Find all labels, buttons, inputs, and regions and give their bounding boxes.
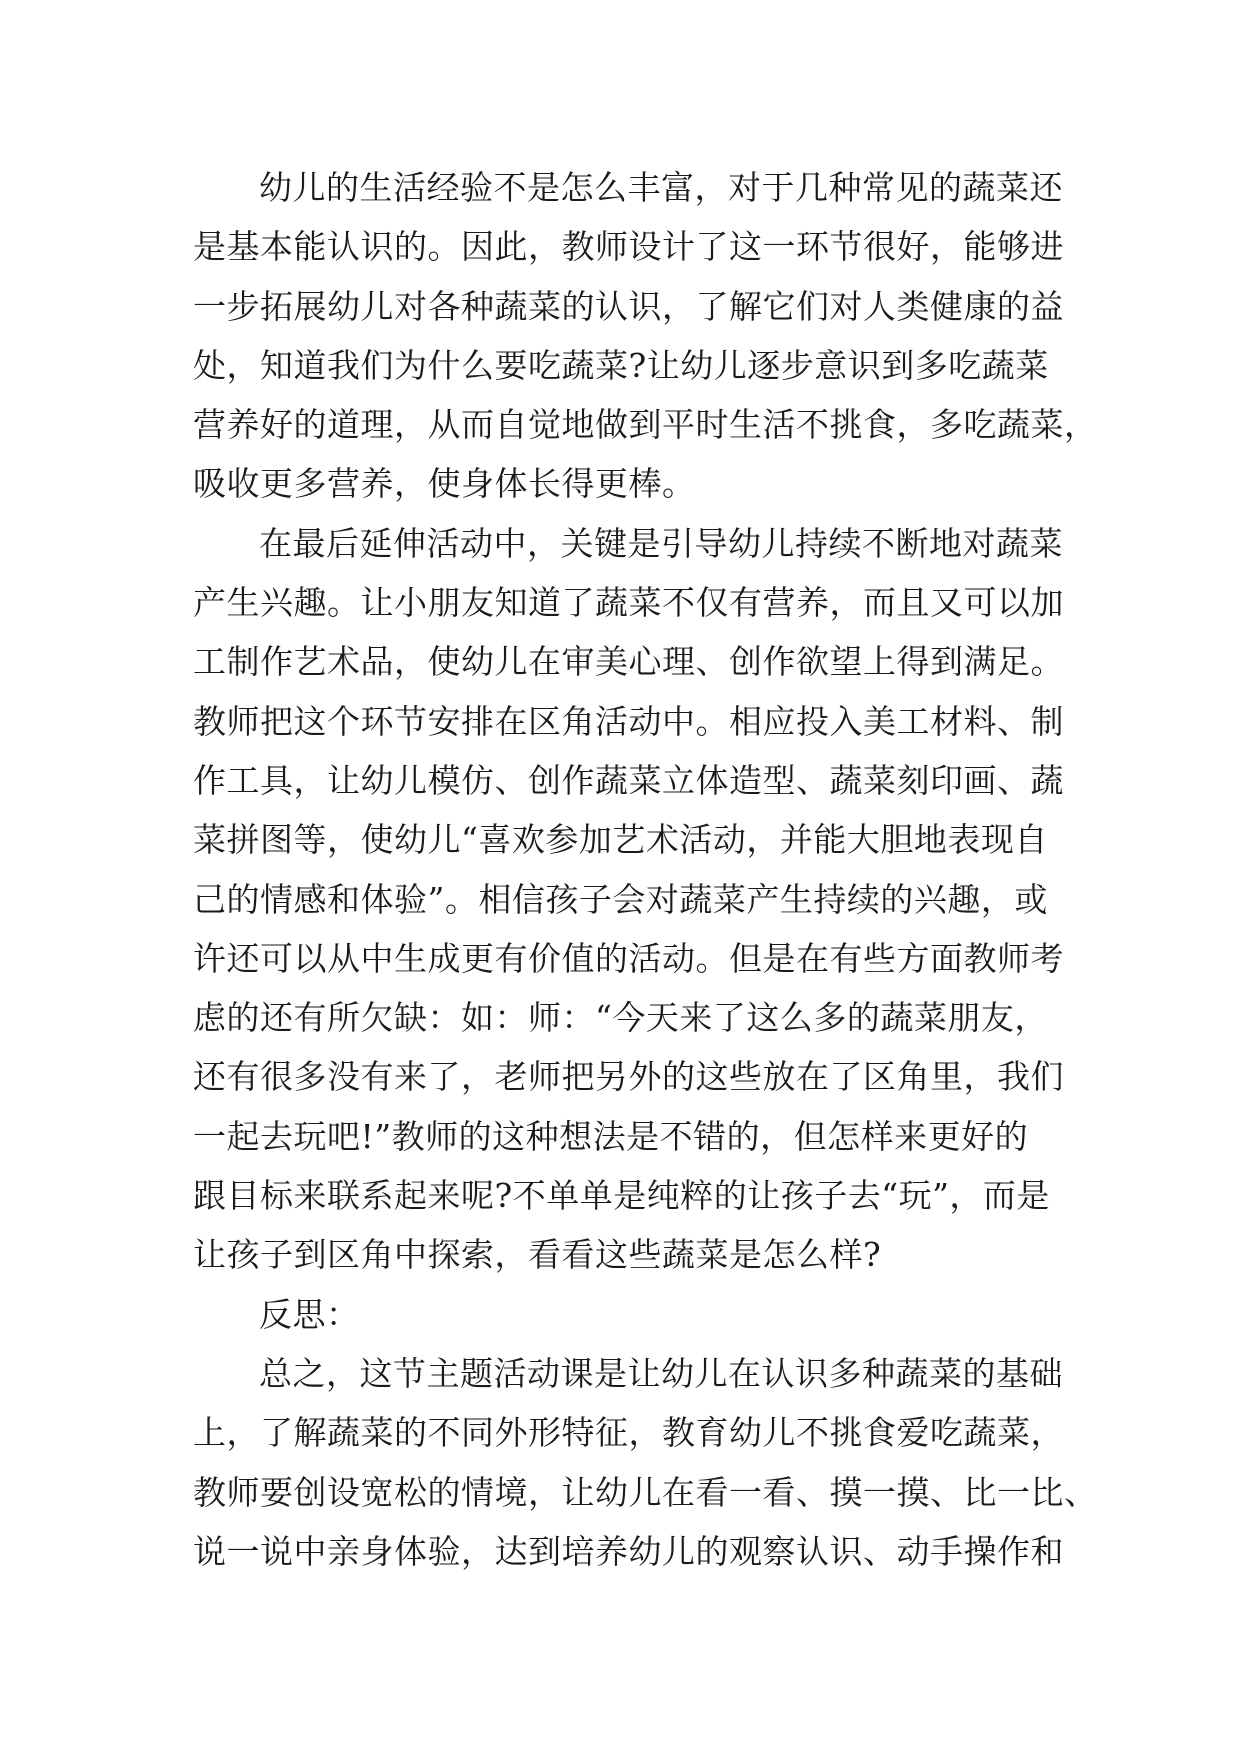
text-line: 己的情感和体验”。相信孩子会对蔬菜产生持续的兴趣，或	[193, 879, 1048, 919]
document-body	[193, 158, 1098, 1581]
text-line: 一步拓展幼儿对各种蔬菜的认识，了解它们对人类健康的益	[193, 286, 1064, 326]
text-line: 许还可以从中生成更有价值的活动。但是在有些方面教师考	[193, 938, 1064, 978]
text-line: 一起去玩吧!”教师的这种想法是不错的，但怎样来更好的	[193, 1116, 1029, 1156]
text-line: 总之，这节主题活动课是让幼儿在认识多种蔬菜的基础	[259, 1353, 1063, 1393]
text-line: 上，了解蔬菜的不同外形特征，教育幼儿不挑食爱吃蔬菜，	[193, 1413, 1064, 1453]
text-line: 是基本能认识的。因此，教师设计了这一环节很好，能够进	[193, 227, 1064, 267]
section-heading: 反思：	[259, 1294, 360, 1334]
text-line: 营养好的道理，从而自觉地做到平时生活不挑食，多吃蔬菜，	[193, 405, 1098, 445]
text-line: 吸收更多营养，使身体长得更棒。	[193, 464, 696, 504]
text-line: 跟目标来联系起来呢?不单单是纯粹的让孩子去“玩”，而是	[193, 1176, 1050, 1216]
text-line: 菜拼图等，使幼儿“喜欢参加艺术活动，并能大胆地表现自	[193, 820, 1048, 860]
text-line: 教师把这个环节安排在区角活动中。相应投入美工材料、制	[193, 701, 1064, 741]
text-line: 作工具，让幼儿模仿、创作蔬菜立体造型、蔬菜刻印画、蔬	[193, 760, 1064, 800]
text-line: 还有很多没有来了，老师把另外的这些放在了区角里，我们	[193, 1057, 1064, 1097]
text-line: 说一说中亲身体验，达到培养幼儿的观察认识、动手操作和	[193, 1531, 1064, 1571]
text-line: 在最后延伸活动中，关键是引导幼儿持续不断地对蔬菜	[259, 523, 1063, 563]
text-line: 幼儿的生活经验不是怎么丰富，对于几种常见的蔬菜还	[259, 168, 1063, 207]
text-line: 虑的还有所欠缺：如：师：“今天来了这么多的蔬菜朋友，	[193, 998, 1048, 1038]
text-line: 让孩子到区角中探索，看看这些蔬菜是怎么样?	[193, 1235, 882, 1275]
text-line: 工制作艺术品，使幼儿在审美心理、创作欲望上得到满足。	[193, 642, 1064, 682]
text-line: 教师要创设宽松的情境，让幼儿在看一看、摸一摸、比一比、	[193, 1472, 1098, 1512]
text-line: 产生兴趣。让小朋友知道了蔬菜不仅有营养，而且又可以加	[193, 583, 1064, 623]
text-line: 处，知道我们为什么要吃蔬菜?让幼儿逐步意识到多吃蔬菜	[193, 345, 1049, 385]
